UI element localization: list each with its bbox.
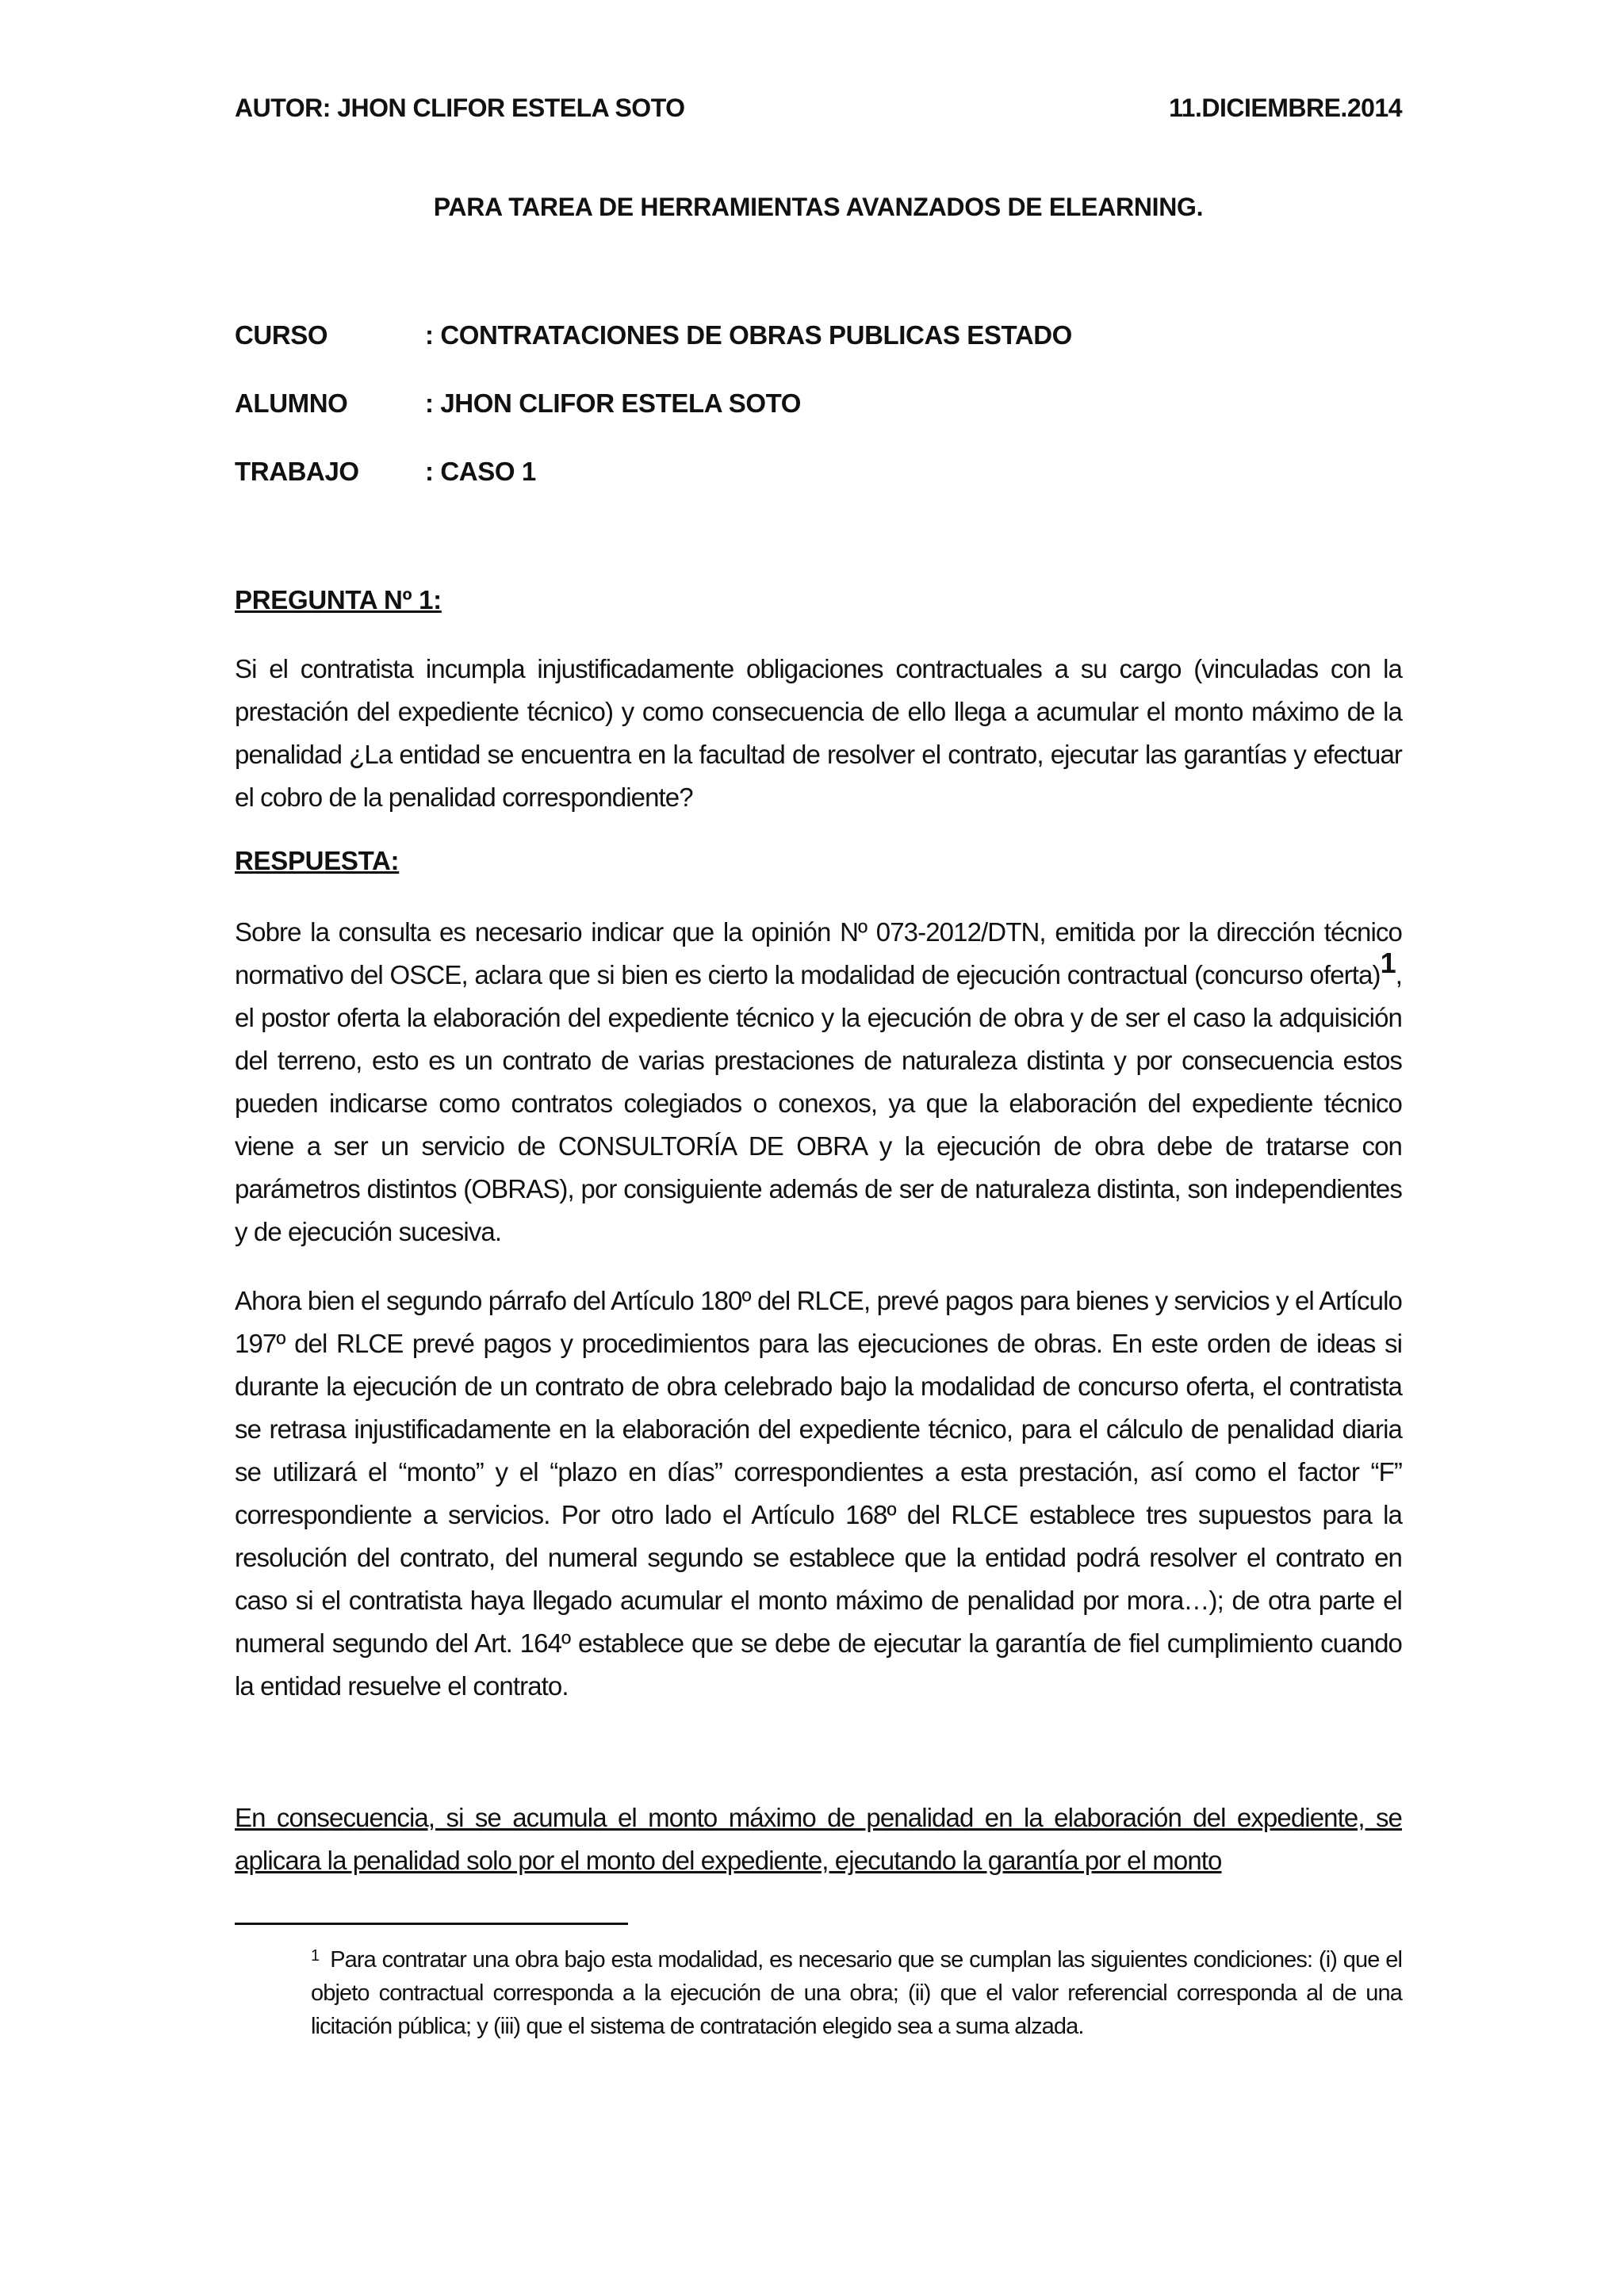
info-label: ALUMNO: [235, 388, 348, 418]
info-label: CURSO: [235, 320, 328, 350]
footnote: [311, 1939, 1402, 2043]
info-value: : CASO 1: [425, 457, 536, 486]
page-header: [235, 94, 1402, 123]
info-row-trabajo: [235, 457, 1402, 525]
footnote-number: 1: [311, 1947, 320, 1965]
question-heading: PREGUNTA Nº 1:: [235, 585, 442, 614]
paragraph-text: Sobre la consulta es necesario indicar que la opinión Nº 073-2012/DTN, emitida por la dirección técnico normativo del OSCE, aclara que si bien es cierto la modalidad de ejecución contractual (concurso oferta): [235, 917, 1402, 989]
paragraph-text: , el postor oferta la elaboración del expediente técnico y la ejecución de obra y de ser el caso la adquisición del terreno, esto es un contrato de varias prestaciones de naturaleza distinta y por consecuencia estos pueden indicarse como contratos colegiados o conexos, ya que la elaboración del expediente técnico viene a ser un servicio de CONSULTORÍA DE OBRA y la ejecución de obra debe de tratarse con parámetros distintos (OBRAS), por consiguiente además de ser de naturaleza distinta, son independientes y de ejecución sucesiva.: [235, 960, 1402, 1246]
author-line: AUTOR: JHON CLIFOR ESTELA SOTO: [235, 94, 685, 122]
footnote-reference[interactable]: 1: [1380, 947, 1396, 979]
answer-heading: RESPUESTA:: [235, 846, 400, 875]
info-label: TRABAJO: [235, 457, 359, 486]
answer-paragraph-2: Ahora bien el segundo párrafo del Artículo 180º del RLCE, prevé pagos para bienes y servicios y el Artículo 197º del RLCE prevé pagos y procedimientos para las ejecuciones de obras. En este orden de ideas si durante la ejecución de un contrato de obra celebrado bajo la modalidad de concurso oferta, el contratista se retrasa injustificadamente en la elaboración del expediente técnico, para el cálculo de penalidad diaria se utilizará el “monto” y el “plazo en días” correspondientes a esta prestación, así como el factor “F” correspondiente a servicios. Por otro lado el Artículo 168º del RLCE establece tres supuestos para la resolución del contrato, del numeral segundo se establece que la entidad podrá resolver el contrato en caso si el contratista haya llegado acumular el monto máximo de penalidad por mora…); de otra parte el numeral segundo del Art. 164º establece que se debe de ejecutar la garantía de fiel cumplimiento cuando la entidad resuelve el contrato.: [235, 1286, 1402, 1701]
info-row-alumno: [235, 388, 1402, 457]
info-value: : CONTRATACIONES DE OBRAS PUBLICAS ESTADO: [425, 320, 1072, 350]
question-text: Si el contratista incumpla injustificadamente obligaciones contractuales a su cargo (vinculadas con la prestación del expediente técnico) y como consecuencia de ello llega a acumular el monto máximo de la penalidad ¿La entidad se encuentra en la facultad de resolver el contrato, ejecutar las garantías y efectuar el cobro de la penalidad correspondiente?: [235, 654, 1402, 812]
info-row-curso: [235, 320, 1402, 388]
answer-paragraph-3: En consecuencia, si se acumula el monto máximo de penalidad en la elaboración del expediente, se aplicara la penalidad solo por el monto del expediente, ejecutando la garantía por el monto: [235, 1803, 1402, 1875]
document-title: PARA TAREA DE HERRAMIENTAS AVANZADOS DE ELEARNING.: [433, 193, 1204, 221]
date-line: 11.DICIEMBRE.2014: [1169, 94, 1402, 122]
info-value: : JHON CLIFOR ESTELA SOTO: [425, 388, 802, 418]
footnote-text: Para contratar una obra bajo esta modalidad, es necesario que se cumplan las siguientes condiciones: (i) que el objeto contractual corresponda a la ejecución de una obra; (ii) que el valor referencial corresponda al de una licitación pública; y (iii) que el sistema de contratación elegido sea a suma alzada.: [311, 1947, 1402, 2039]
info-table: [235, 320, 1402, 525]
footnote-divider: [235, 1923, 628, 1925]
answer-paragraph-1: [235, 911, 1402, 1253]
